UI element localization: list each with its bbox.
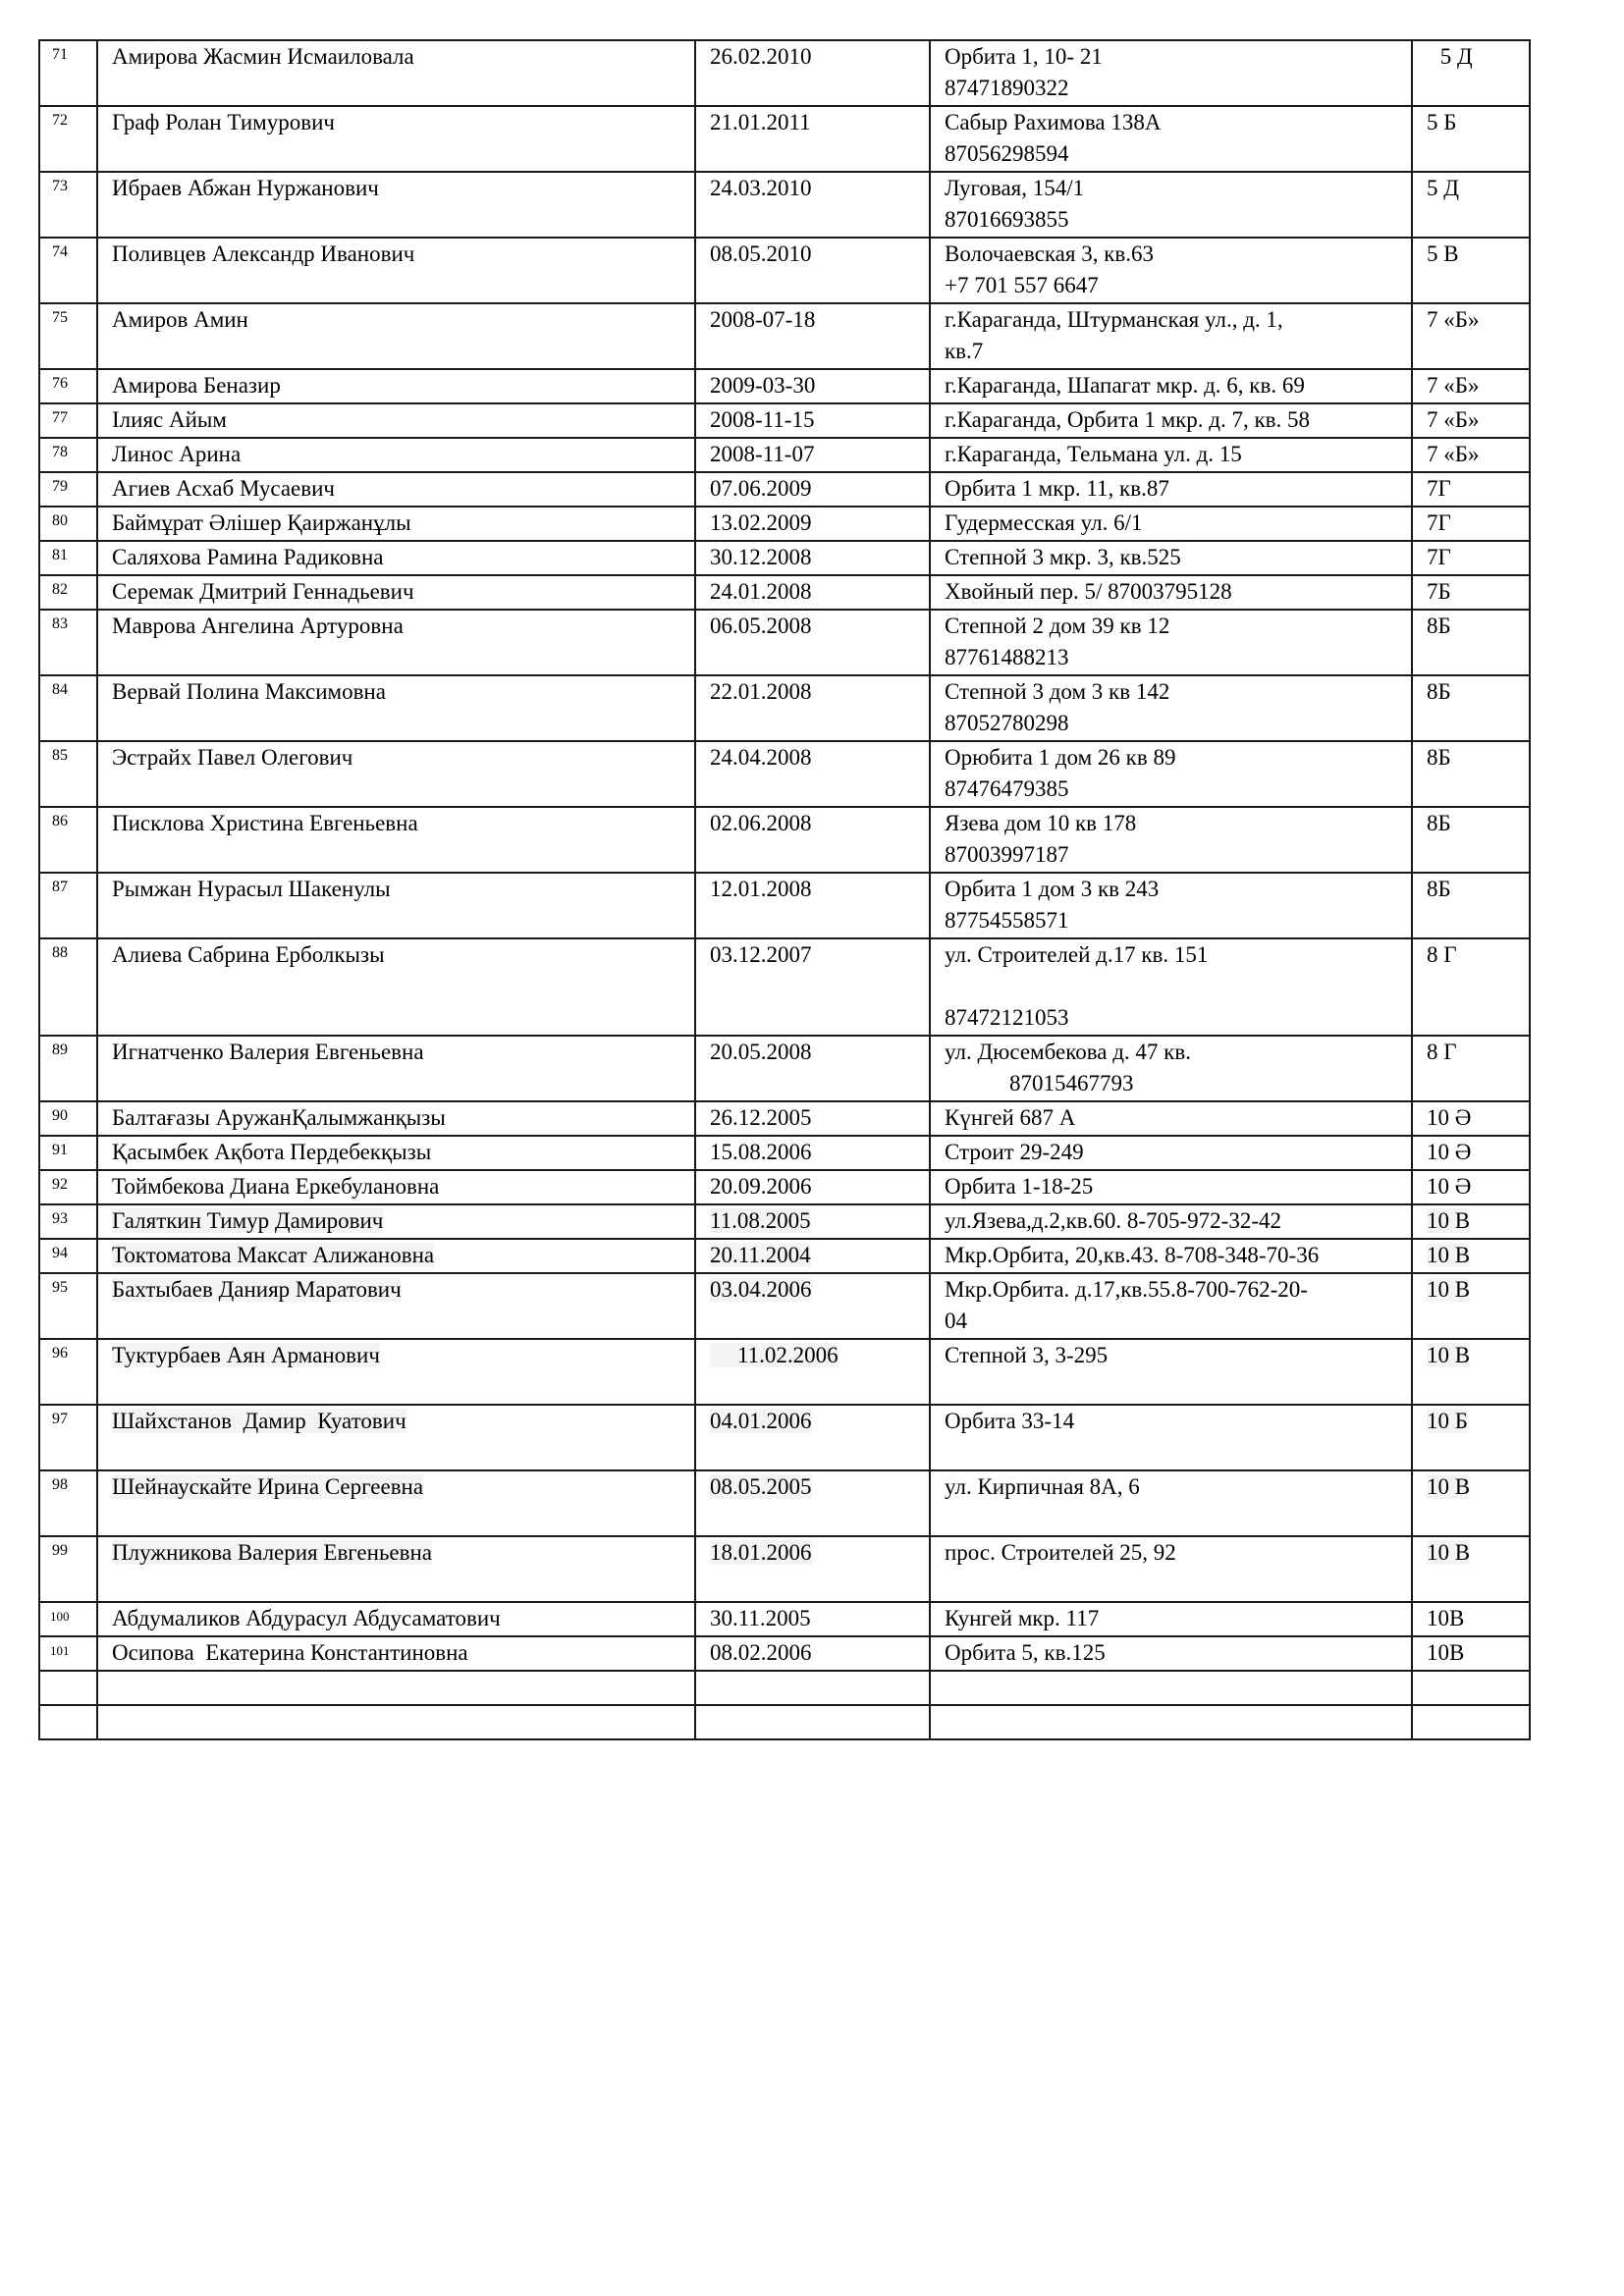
birth-date: 26.12.2005 (695, 1101, 930, 1136)
student-name: Ибраев Абжан Нуржанович (97, 172, 695, 238)
empty-cell (695, 1705, 930, 1739)
phone: 87471890322 (945, 76, 1069, 100)
student-name-cell (97, 1470, 695, 1536)
class-grade: 8Б (1412, 610, 1530, 675)
birth-date: 2008-11-07 (695, 438, 930, 472)
class-grade: 10В (1412, 1636, 1530, 1671)
table-row (39, 1602, 1530, 1636)
table-row (39, 507, 1530, 541)
empty-cell (1412, 1705, 1530, 1739)
birth-date: 11.02.2006 (710, 1343, 839, 1367)
student-name-cell (97, 1239, 695, 1273)
row-number: 71 (39, 40, 97, 106)
table-row (39, 1636, 1530, 1671)
table-row (39, 369, 1530, 403)
phone: 87761488213 (945, 645, 1069, 669)
class-grade: 8Б (1412, 807, 1530, 873)
student-name: Писклова Христина Евгеньевна (97, 807, 695, 873)
class-grade: 10 В (1427, 1208, 1471, 1233)
address: Орбита 33-14 (930, 1405, 1412, 1470)
student-name: Маврова Ангелина Артуровна (97, 610, 695, 675)
address-cell (930, 1036, 1412, 1101)
birth-date: 06.05.2008 (695, 610, 930, 675)
birth-date-cell (695, 1536, 930, 1602)
table-row (39, 1273, 1530, 1339)
class-grade: 10 В (1427, 1540, 1471, 1565)
student-name: Плужникова Валерия Евгеньевна (112, 1540, 433, 1565)
birth-date-cell (695, 1204, 930, 1239)
table-row (39, 303, 1530, 369)
table-row (39, 873, 1530, 938)
phone: 87015467793 (1009, 1071, 1134, 1095)
address: ул. Дюсембекова д. 47 кв. (945, 1040, 1191, 1064)
student-name: Граф Ролан Тимурович (97, 106, 695, 172)
empty-row (39, 1705, 1530, 1739)
student-name: Алиева Сабрина Ерболкызы (97, 938, 695, 1036)
class-grade: 7 «Б» (1412, 403, 1530, 438)
birth-date: 21.01.2011 (695, 106, 930, 172)
class-grade: 8Б (1412, 741, 1530, 807)
student-name: Амирова Беназир (97, 369, 695, 403)
table-row (39, 610, 1530, 675)
address: г.Караганда, Орбита 1 мкр. д. 7, кв. 58 (930, 403, 1412, 438)
class-grade: 8Б (1412, 873, 1530, 938)
table-row (39, 1204, 1530, 1239)
address-cell (930, 610, 1412, 675)
table-row (39, 541, 1530, 575)
row-number: 94 (39, 1239, 97, 1273)
class-grade-cell (1412, 1470, 1530, 1536)
class-grade-cell (1412, 1339, 1530, 1405)
class-grade: 7Г (1412, 541, 1530, 575)
birth-date: 26.02.2010 (695, 40, 930, 106)
table-row (39, 1239, 1530, 1273)
birth-date: 13.02.2009 (695, 507, 930, 541)
address: Орбита 1 дом 3 кв 243 (945, 877, 1160, 901)
class-grade-cell (1412, 1405, 1530, 1470)
birth-date: 04.01.2006 (710, 1409, 812, 1433)
birth-date: 20.11.2004 (710, 1243, 811, 1267)
row-number: 92 (39, 1170, 97, 1204)
table-row (39, 807, 1530, 873)
student-name: Туктурбаев Аян Арманович (112, 1343, 380, 1367)
student-name: Токтоматова Максат Алижановна (112, 1243, 435, 1267)
table-row (39, 1536, 1530, 1602)
address: Степной 3, 3-295 (930, 1339, 1412, 1405)
class-grade-cell (1412, 1204, 1530, 1239)
table-row (39, 472, 1530, 507)
empty-cell (39, 1671, 97, 1705)
row-number: 82 (39, 575, 97, 610)
student-name-cell (97, 1339, 695, 1405)
table-row (39, 938, 1530, 1036)
class-grade-cell (1412, 1273, 1530, 1339)
phone: 87052780298 (945, 711, 1069, 735)
class-grade: 8 Г (1412, 938, 1530, 1036)
table-row (39, 1405, 1530, 1470)
row-number: 87 (39, 873, 97, 938)
row-number: 81 (39, 541, 97, 575)
row-number: 72 (39, 106, 97, 172)
birth-date-cell (695, 1339, 930, 1405)
student-name-cell (97, 1405, 695, 1470)
class-grade: 10 Ә (1412, 1170, 1530, 1204)
class-grade: 5 Б (1412, 106, 1530, 172)
phone: 87472121053 (945, 1005, 1069, 1030)
address-cell (930, 1273, 1412, 1339)
student-name: Серемак Дмитрий Геннадьевич (97, 575, 695, 610)
student-name: Бахтыбаев Данияр Маратович (112, 1277, 402, 1302)
student-name: Шайхстанов Дамир Куатович (112, 1409, 406, 1433)
table-row (39, 1339, 1530, 1405)
birth-date-cell (695, 1405, 930, 1470)
birth-date: 11.08.2005 (710, 1208, 811, 1233)
address: Строит 29-249 (930, 1136, 1412, 1170)
birth-date: 2008-07-18 (695, 303, 930, 369)
address: г.Караганда, Штурманская ул., д. 1, (945, 307, 1283, 332)
row-number: 76 (39, 369, 97, 403)
class-grade: 7Б (1412, 575, 1530, 610)
birth-date: 08.05.2010 (695, 238, 930, 303)
birth-date: 24.04.2008 (695, 741, 930, 807)
row-number: 84 (39, 675, 97, 741)
address: Орбита 5, кв.125 (930, 1636, 1412, 1671)
birth-date-cell (695, 1470, 930, 1536)
row-number: 88 (39, 938, 97, 1036)
row-number: 74 (39, 238, 97, 303)
address-cell (930, 40, 1412, 106)
class-grade: 10 Б (1427, 1409, 1468, 1433)
address: Язева дом 10 кв 178 (945, 811, 1137, 835)
birth-date: 2008-11-15 (695, 403, 930, 438)
empty-cell (97, 1705, 695, 1739)
address: Орбита 1, 10- 21 (945, 44, 1103, 69)
student-name-cell (97, 1204, 695, 1239)
empty-cell (39, 1705, 97, 1739)
table-row (39, 1036, 1530, 1101)
birth-date: 22.01.2008 (695, 675, 930, 741)
empty-cell (930, 1705, 1412, 1739)
class-grade: 10 Ә (1412, 1136, 1530, 1170)
address-cell (930, 675, 1412, 741)
birth-date: 03.04.2006 (710, 1277, 812, 1302)
student-name: Линос Арина (97, 438, 695, 472)
phone: 87754558571 (945, 908, 1069, 933)
birth-date: 18.01.2006 (710, 1540, 812, 1565)
address: Степной 3 мкр. 3, кв.525 (930, 541, 1412, 575)
phone: 87016693855 (945, 207, 1069, 232)
address: Сабыр Рахимова 138А (945, 110, 1162, 134)
student-name-cell (97, 1536, 695, 1602)
address-cell (930, 303, 1412, 369)
row-number: 97 (39, 1405, 97, 1470)
address: Хвойный пер. 5/ 87003795128 (930, 575, 1412, 610)
student-name: Рымжан Нурасыл Шакенулы (97, 873, 695, 938)
address: прос. Строителей 25, 92 (930, 1536, 1412, 1602)
row-number: 90 (39, 1101, 97, 1136)
address-cell (930, 172, 1412, 238)
student-name: Саляхова Рамина Радиковна (97, 541, 695, 575)
address: г.Караганда, Шапагат мкр. д. 6, кв. 69 (930, 369, 1412, 403)
blank-line (945, 971, 1411, 1002)
address-cell (930, 238, 1412, 303)
class-grade: 10 В (1427, 1343, 1471, 1367)
row-number: 100 (39, 1602, 97, 1636)
class-grade: 10 В (1427, 1243, 1471, 1267)
table-row (39, 1101, 1530, 1136)
table-row (39, 1170, 1530, 1204)
class-grade: 8Б (1412, 675, 1530, 741)
table-row (39, 172, 1530, 238)
address-cell (930, 741, 1412, 807)
phone-cell (945, 1068, 1411, 1099)
table-row (39, 1470, 1530, 1536)
class-grade: 7Г (1412, 472, 1530, 507)
birth-date-cell (695, 1239, 930, 1273)
class-grade: 8 Г (1412, 1036, 1530, 1101)
student-name: Тоймбекова Диана Еркебулановна (97, 1170, 695, 1204)
address-continued: кв.7 (945, 339, 984, 363)
phone: 87056298594 (945, 141, 1069, 166)
class-grade: 5 Д (1412, 172, 1530, 238)
phone: 87003997187 (945, 842, 1069, 867)
student-name: Шейнаускайте Ирина Сергеевна (112, 1474, 424, 1499)
row-number: 101 (39, 1636, 97, 1671)
address-cell (930, 106, 1412, 172)
address: Орбита 1-18-25 (930, 1170, 1412, 1204)
address-cell (930, 938, 1412, 1036)
phone: 87476479385 (945, 776, 1069, 801)
student-name: Балтағазы АружанҚалымжанқызы (97, 1101, 695, 1136)
empty-cell (930, 1671, 1412, 1705)
birth-date: 24.03.2010 (695, 172, 930, 238)
birth-date: 02.06.2008 (695, 807, 930, 873)
student-name: Ілияс Айым (97, 403, 695, 438)
birth-date: 03.12.2007 (695, 938, 930, 1036)
class-grade: 7Г (1412, 507, 1530, 541)
birth-date: 20.09.2006 (695, 1170, 930, 1204)
class-grade: 7 «Б» (1412, 438, 1530, 472)
address: Волочаевская 3, кв.63 (945, 241, 1154, 266)
row-number: 77 (39, 403, 97, 438)
address: Мкр.Орбита, 20,кв.43. 8-708-348-70-36 (930, 1239, 1412, 1273)
birth-date: 08.05.2005 (710, 1474, 812, 1499)
class-grade: 10В (1412, 1602, 1530, 1636)
student-name: Поливцев Александр Иванович (97, 238, 695, 303)
class-grade: 10 Ә (1412, 1101, 1530, 1136)
address: Степной 3 дом 3 кв 142 (945, 679, 1170, 704)
address: ул.Язева,д.2,кв.60. 8-705-972-32-42 (930, 1204, 1412, 1239)
table-row (39, 438, 1530, 472)
student-name: Игнатченко Валерия Евгеньевна (97, 1036, 695, 1101)
birth-date: 12.01.2008 (695, 873, 930, 938)
birth-date-cell (695, 1273, 930, 1339)
row-number: 85 (39, 741, 97, 807)
row-number: 96 (39, 1339, 97, 1405)
birth-date: 30.12.2008 (695, 541, 930, 575)
row-number: 99 (39, 1536, 97, 1602)
student-name: Амиров Амин (97, 303, 695, 369)
address: Орюбита 1 дом 26 кв 89 (945, 745, 1176, 770)
row-number: 78 (39, 438, 97, 472)
class-grade: 5 В (1412, 238, 1530, 303)
table-row (39, 238, 1530, 303)
table-row (39, 741, 1530, 807)
birth-date: 20.05.2008 (695, 1036, 930, 1101)
student-name: Галяткин Тимур Дамирович (112, 1208, 384, 1233)
address-cell (930, 807, 1412, 873)
address: Кунгей мкр. 117 (930, 1602, 1412, 1636)
row-number: 93 (39, 1204, 97, 1239)
birth-date: 08.02.2006 (695, 1636, 930, 1671)
birth-date: 2009-03-30 (695, 369, 930, 403)
birth-date: 30.11.2005 (695, 1602, 930, 1636)
address-continued: 04 (945, 1308, 967, 1333)
student-list-table (38, 39, 1531, 1740)
address: Луговая, 154/1 (945, 176, 1085, 200)
empty-cell (1412, 1671, 1530, 1705)
student-name: Осипова Екатерина Константиновна (97, 1636, 695, 1671)
birth-date: 24.01.2008 (695, 575, 930, 610)
class-grade-cell (1412, 1536, 1530, 1602)
address: г.Караганда, Тельмана ул. д. 15 (930, 438, 1412, 472)
student-name: Қасымбек Ақбота Пердебекқызы (97, 1136, 695, 1170)
empty-row (39, 1671, 1530, 1705)
row-number: 73 (39, 172, 97, 238)
row-number: 75 (39, 303, 97, 369)
address: Гудермесская ул. 6/1 (930, 507, 1412, 541)
row-number: 89 (39, 1036, 97, 1101)
empty-cell (97, 1671, 695, 1705)
row-number: 95 (39, 1273, 97, 1339)
address: Күнгей 687 А (930, 1101, 1412, 1136)
row-number: 80 (39, 507, 97, 541)
table-row (39, 675, 1530, 741)
address: ул. Кирпичная 8А, 6 (930, 1470, 1412, 1536)
address: Орбита 1 мкр. 11, кв.87 (930, 472, 1412, 507)
address-cell (930, 873, 1412, 938)
class-grade: 10 В (1427, 1277, 1471, 1302)
empty-cell (695, 1671, 930, 1705)
row-number: 83 (39, 610, 97, 675)
table-row (39, 106, 1530, 172)
table-row (39, 1136, 1530, 1170)
birth-date: 07.06.2009 (695, 472, 930, 507)
table-row (39, 403, 1530, 438)
class-grade: 7 «Б» (1412, 369, 1530, 403)
row-number: 98 (39, 1470, 97, 1536)
student-name: Амирова Жасмин Исмаиловала (97, 40, 695, 106)
student-name: Вервай Полина Максимовна (97, 675, 695, 741)
row-number: 91 (39, 1136, 97, 1170)
student-name-cell (97, 1273, 695, 1339)
address: Степной 2 дом 39 кв 12 (945, 614, 1170, 638)
address: Мкр.Орбита. д.17,кв.55.8-700-762-20- (945, 1277, 1308, 1302)
birth-date: 15.08.2006 (695, 1136, 930, 1170)
class-grade: 5 Д (1412, 40, 1530, 106)
class-grade: 10 В (1427, 1474, 1471, 1499)
row-number: 79 (39, 472, 97, 507)
student-name: Эстрайх Павел Олегович (97, 741, 695, 807)
table-row (39, 40, 1530, 106)
address: ул. Строителей д.17 кв. 151 (945, 942, 1209, 967)
student-name: Абдумаликов Абдурасул Абдусаматович (97, 1602, 695, 1636)
table-row (39, 575, 1530, 610)
phone: +7 701 557 6647 (945, 273, 1099, 297)
class-grade-cell (1412, 1239, 1530, 1273)
student-name: Баймұрат Әлішер Қаиржанұлы (97, 507, 695, 541)
student-name: Агиев Асхаб Мусаевич (97, 472, 695, 507)
class-grade: 7 «Б» (1412, 303, 1530, 369)
row-number: 86 (39, 807, 97, 873)
